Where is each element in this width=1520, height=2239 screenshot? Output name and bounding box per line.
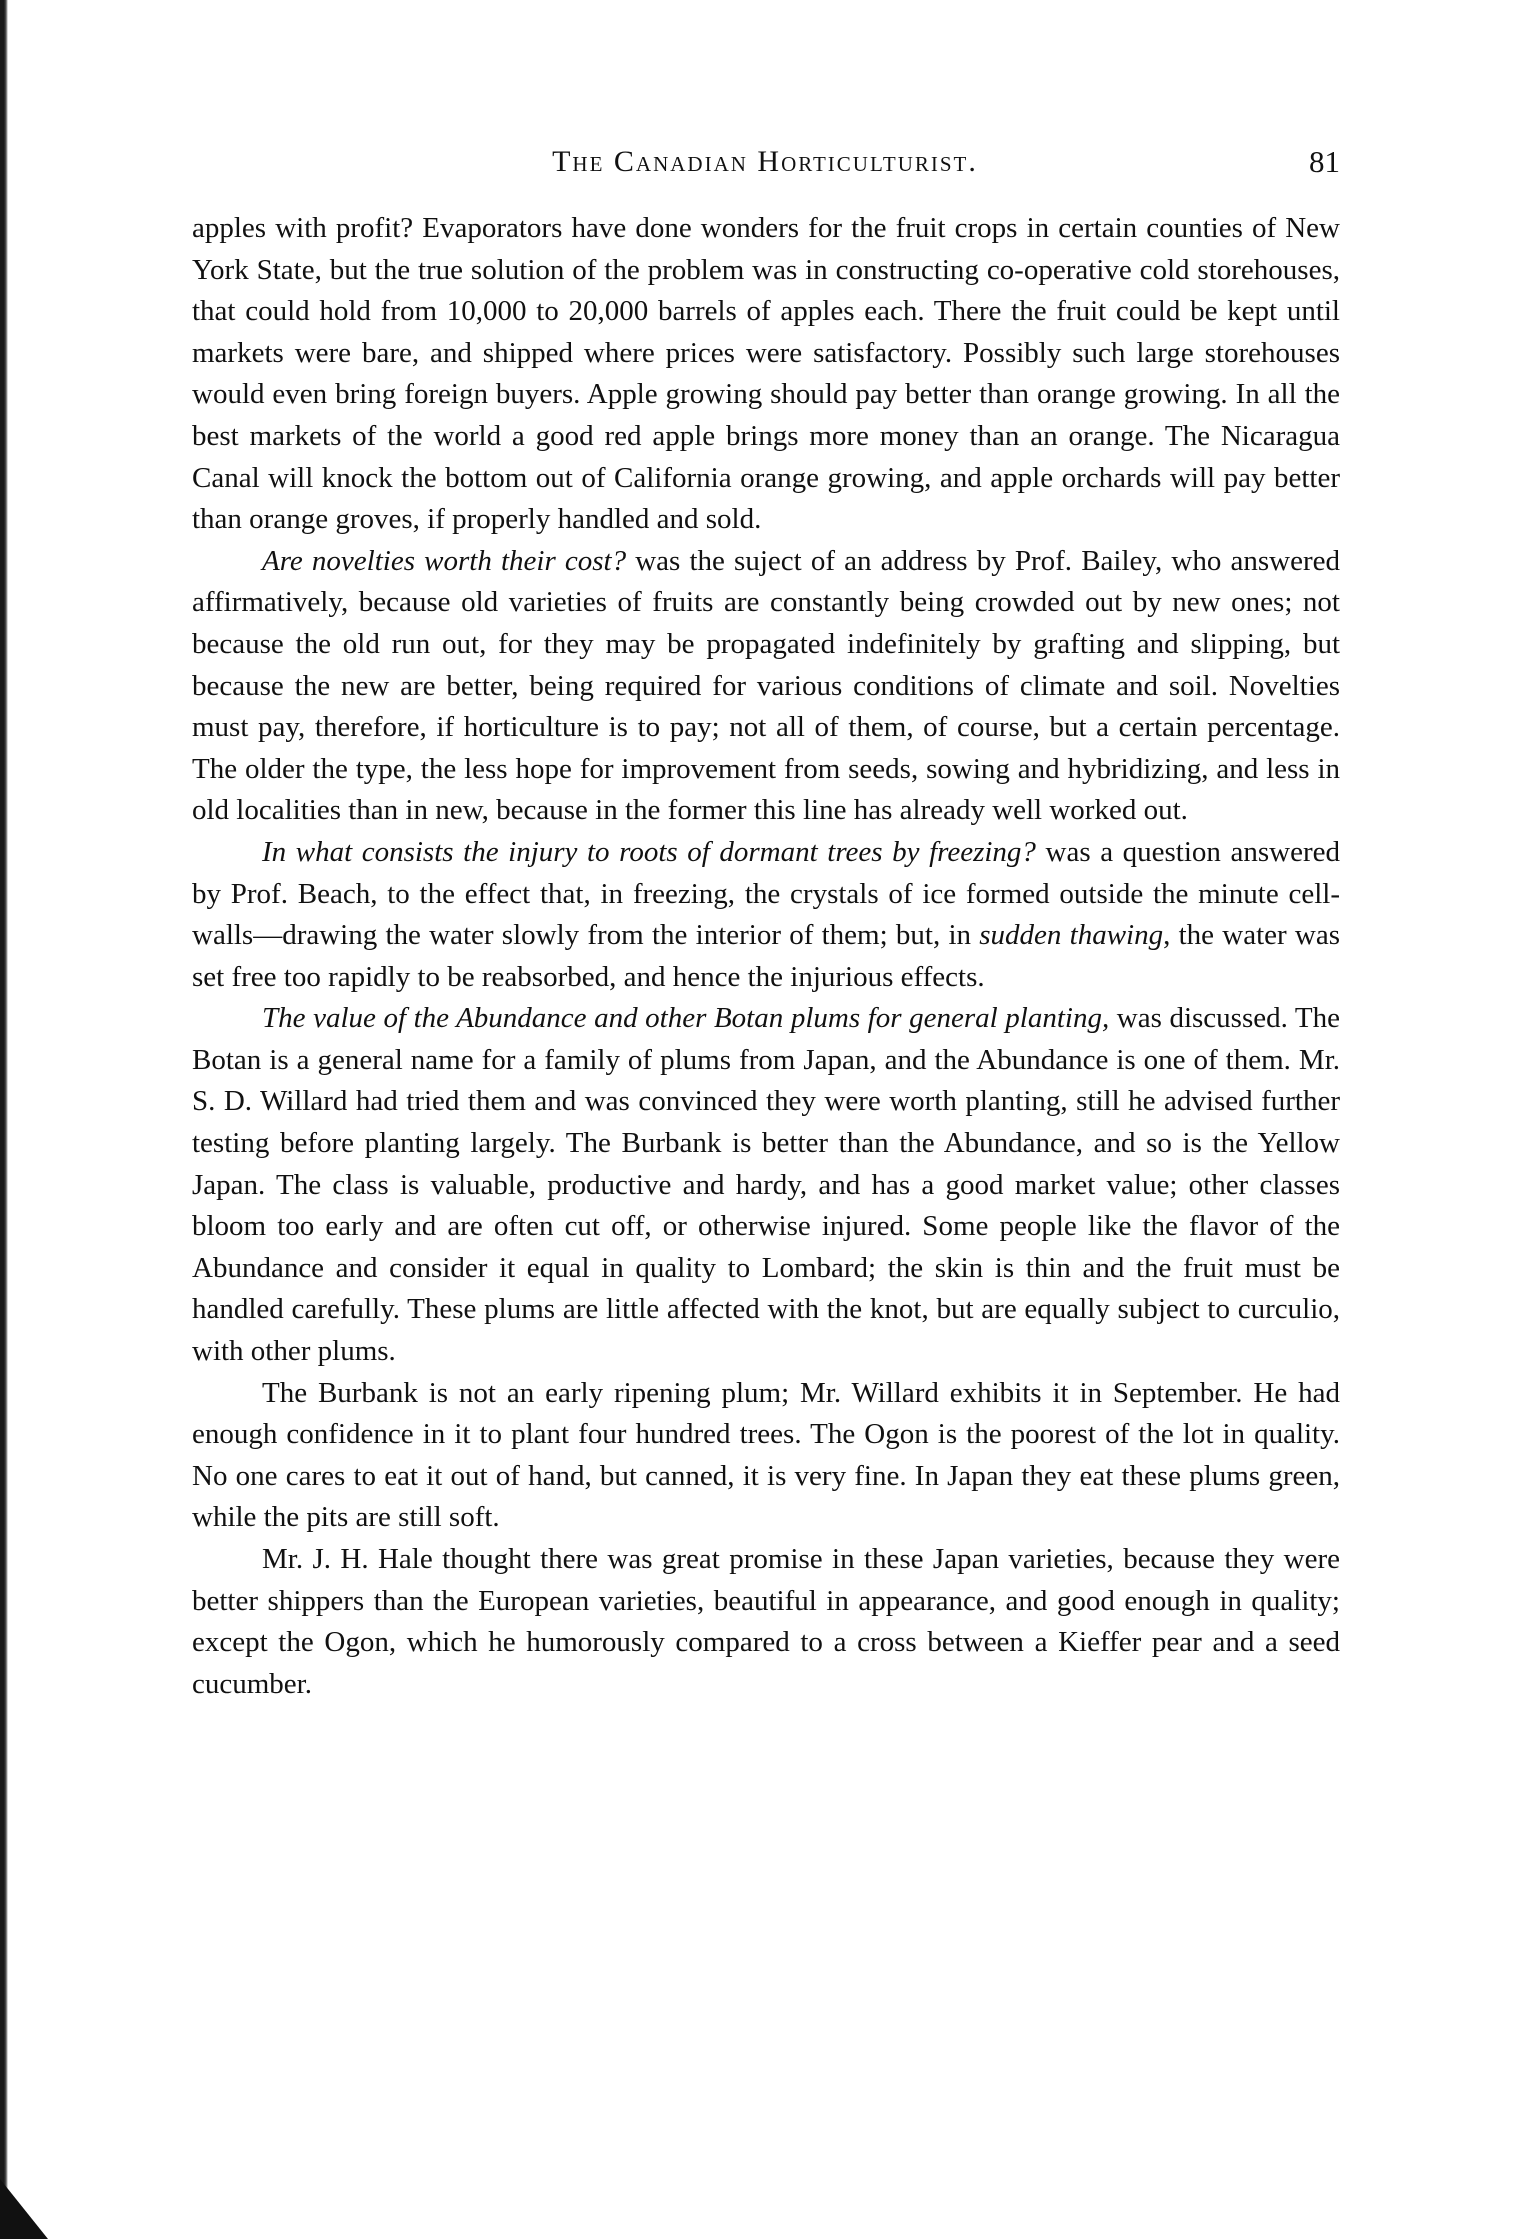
paragraph-text: was discussed. The Botan is a general name for a family of plums from Japan, and the Abundance is one of them. Mr. S. D. Willard had tried them and was convinced they were worth planting, still he advised further testing before planting largely. The Burbank is better than the Abundance, and so is the Yellow Japan. The class is valuable, productive and hardy, and has a good market value; other classes bloom too early and are often cut off, or otherwise injured. Some people like the flavor of the Abundance and consider it equal in quality to Lombard; the skin is thin and the fruit must be handled carefully. These plums are little affected with the knot, but are equally subject to curculio, with other plums.: [192, 1002, 1341, 1368]
page-number: 81: [1309, 144, 1340, 179]
paragraph-apples: [192, 208, 1340, 541]
page-corner-shadow: [0, 2179, 48, 2239]
paragraph-text: , the water was set free too rapidly to be reabsorbed, and hence the injurious effects.: [192, 919, 1340, 993]
paragraph-botan-plums: [192, 998, 1340, 1372]
paragraph-novelties: [192, 541, 1340, 832]
paragraph-text: was a question answered by Prof. Beach, to the effect that, in freezing, the crystals of ice formed outside the minute cell-walls—drawing the water slowly from the interior of them; but, in: [192, 835, 1340, 952]
paragraph-freezing: [192, 832, 1340, 998]
paragraph-burbank: [192, 1373, 1340, 1539]
paragraph-text: Mr. J. H. Hale thought there was great promise in these Japan varieties, because they were better shippers than the European varieties, beautiful in appearance, and good enough in quality; except the Ogon, which he humorously compared to a cross between a Kieffer pear and a seed cucumber.: [192, 1543, 1340, 1700]
journal-title: The Canadian Horticulturist.: [552, 145, 978, 178]
paragraph-text: apples with profit? Evaporators have done wonders for the fruit crops in certain counties of New York State, but the true solution of the problem was in constructing co-operative cold storehouses, that could hold from 10,000 to 20,000 barrels of apples each. There the fruit could be kept until markets were bare, and shipped where prices were satisfactory. Possibly such large storehouses would even bring foreign buyers. Apple growing should pay better than orange growing. In all the best markets of the world a good red apple brings more money than an orange. The Nicaragua Canal will knock the bottom out of California orange growing, and apple orchards will pay better than orange groves, if properly handled and sold.: [192, 212, 1340, 536]
page-binding-edge: [0, 0, 8, 2239]
paragraph-hale: [192, 1539, 1340, 1705]
paragraph-text: The Burbank is not an early ripening plum; Mr. Willard exhibits it in September. He had enough confidence in it to plant four hundred trees. The Ogon is the poorest of the lot in quality. No one cares to eat it out of hand, but canned, it is very fine. In Japan they eat these plums green, while the pits are still soft.: [192, 1376, 1340, 1534]
running-header: [190, 142, 1340, 182]
paragraph-lead-italic: In what consists the injury to roots of dormant trees by freezing?: [262, 835, 1036, 868]
paragraph-lead-italic: Are novelties worth their cost?: [262, 544, 627, 577]
article-body: [192, 208, 1340, 1705]
inline-italic: sudden thawing: [979, 919, 1164, 952]
paragraph-text: was the suject of an address by Prof. Bailey, who answered affirmatively, because old varieties of fruits are constantly being crowded out by new ones; not because the old run out, for they may be propagated indefinitely by grafting and slipping, but because the new are better, being required for various conditions of climate and soil. Novelties must pay, therefore, if horticulture is to pay; not all of them, of course, but a certain percentage. The older the type, the less hope for improvement from seeds, sowing and hybridizing, and less in old localities than in new, because in the former this line has already well worked out.: [192, 544, 1340, 827]
paragraph-lead-italic: The value of the Abundance and other Botan plums for general planting,: [262, 1002, 1110, 1035]
